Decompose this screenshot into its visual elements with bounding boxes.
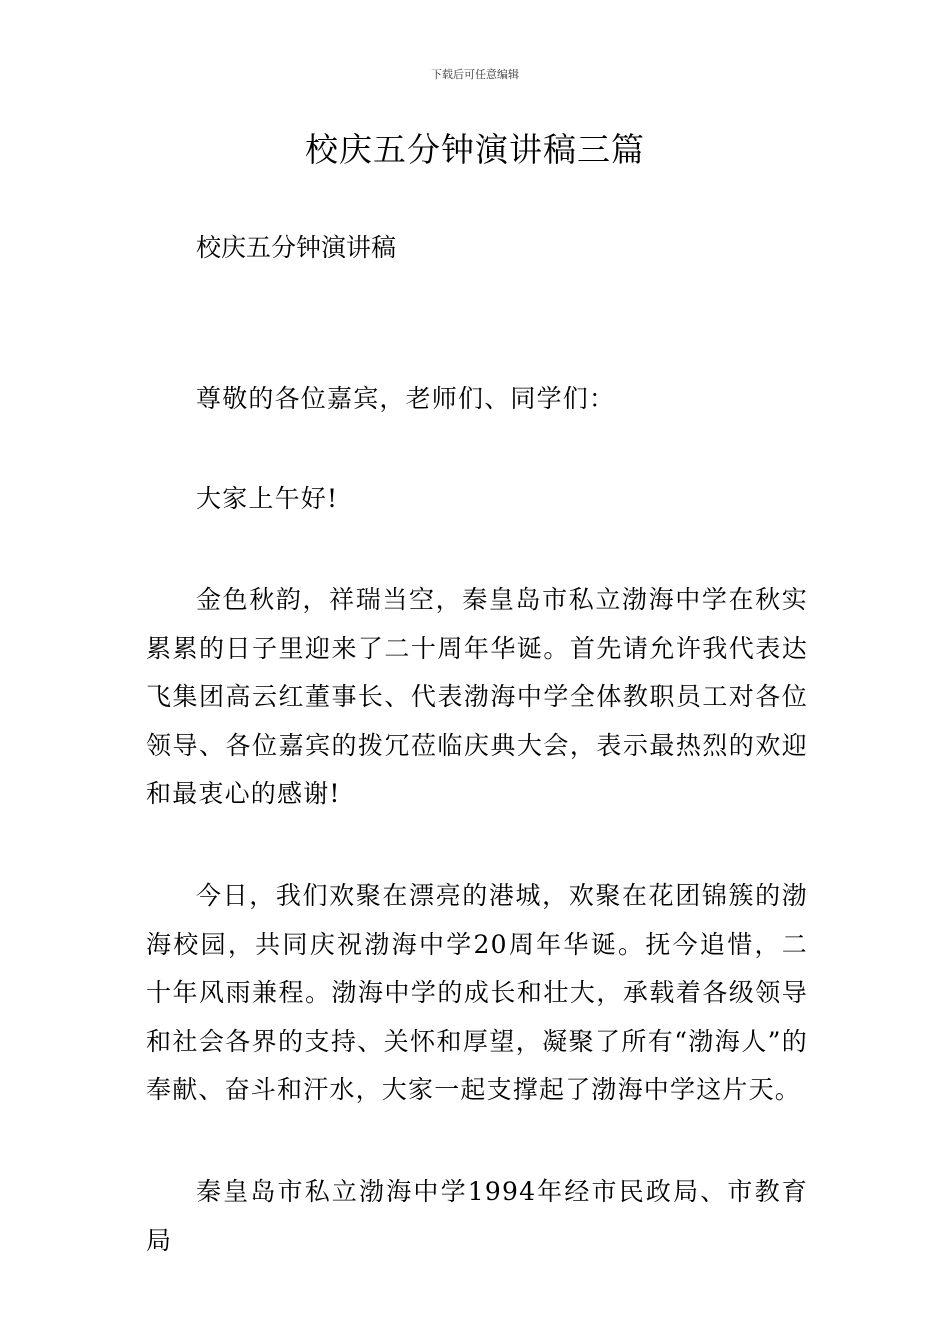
header-note: 下载后可任意编辑 xyxy=(431,68,519,81)
section-subtitle: 校庆五分钟演讲稿 xyxy=(196,233,397,262)
paragraph-history: 秦皇岛市私立渤海中学1994年经市民政局、市教育局 xyxy=(146,1177,808,1255)
paragraph-greeting: 尊敬的各位嘉宾，老师们、同学们： xyxy=(196,384,616,413)
paragraph-good-morning: 大家上午好! xyxy=(196,484,339,513)
document-title: 校庆五分钟演讲稿三篇 xyxy=(305,130,645,169)
paragraph-anniversary: 金色秋韵，祥瑞当空，秦皇岛市私立渤海中学在秋实累累的日子里迎来了二十周年华诞。首先请允许我代表达飞集团高云红董事长、代表渤海中学全体教职员工对各位领导、各位嘉宾的拨冗莅临庆典大会，表示最热烈的欢迎和最衷心的感谢! xyxy=(146,585,808,809)
paragraph-celebration: 今日，我们欢聚在漂亮的港城，欢聚在花团锦簇的渤海校园，共同庆祝渤海中学20周年华诞。抚今追惜，二十年风雨兼程。渤海中学的成长和壮大，承载着各级领导和社会各界的支持、关怀和厚望，凝聚了所有“渤海人”的奉献、奋斗和汗水，大家一起支撑起了渤海中学这片天。 xyxy=(146,881,808,1105)
